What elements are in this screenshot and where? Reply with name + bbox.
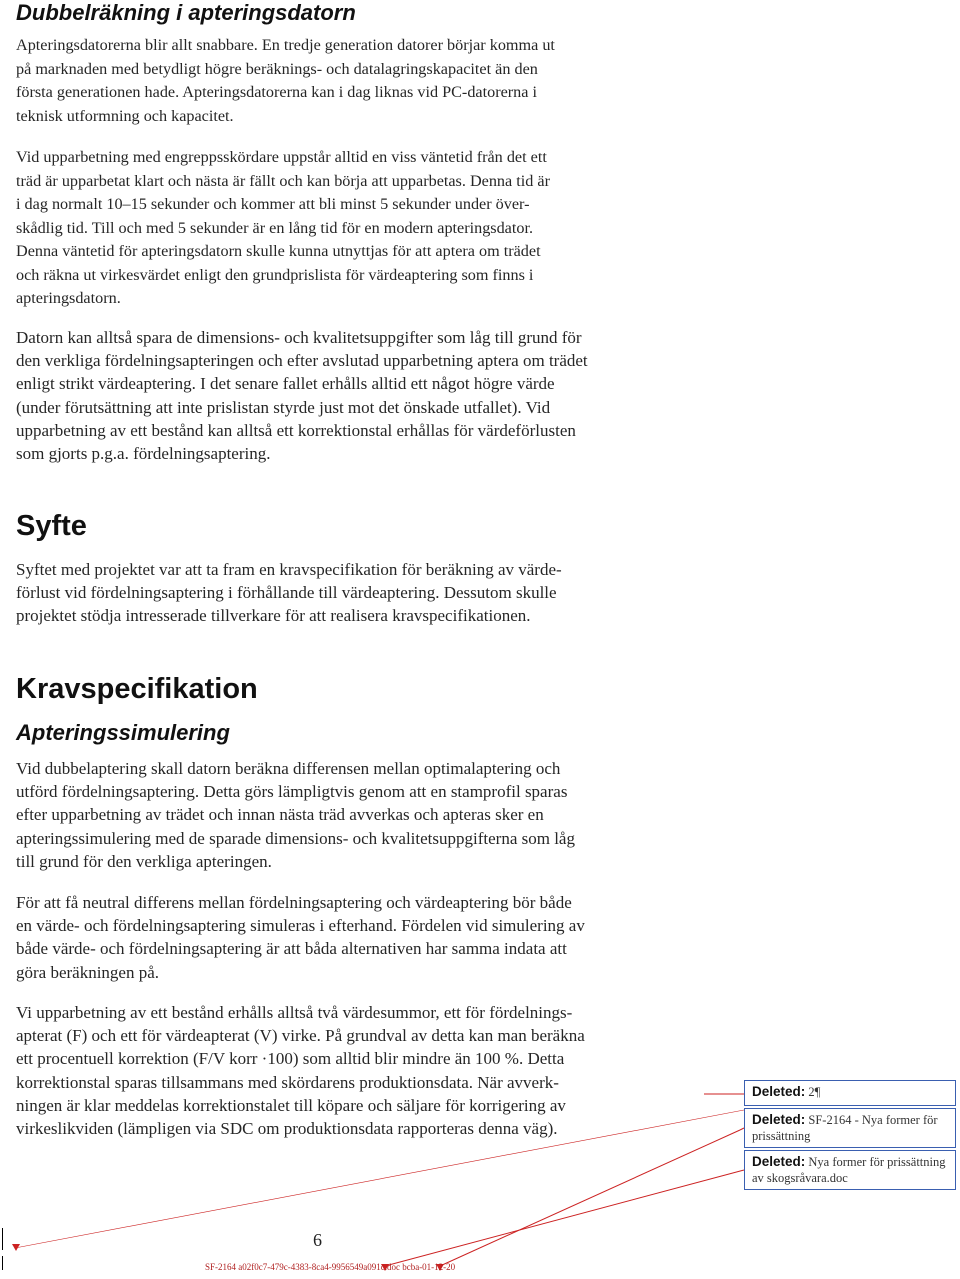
text-line: och räkna ut virkesvärdet enligt den grundprislista för värdeaptering som finns i	[16, 265, 534, 284]
text-line: på marknaden med betydligt högre beräknings- och datalagringskapacitet än den	[16, 59, 538, 78]
text-line: Vid upparbetning med engreppsskördare uppstår alltid en viss väntetid från det ett	[16, 148, 547, 166]
text-line: en värde- och fördelningsaptering simuleras i efterhand. Fördelen vid simulering av	[16, 916, 585, 936]
comment-text: Nya former för prissättning av skogsråvara.doc	[752, 1155, 946, 1185]
text-line: upparbetning av ett bestånd kan alltså ett korrektionstal erhållas för värdeförlusten	[16, 420, 576, 440]
text-line: första generationen hade. Apteringsdatorerna kan i dag liknas vid PC-datorerna i	[16, 83, 537, 101]
page-footer: SF-2164 a02f0c7-479c-4383-8ca4-9956549a091c.doc bcba-01-12-20	[205, 1262, 456, 1272]
revision-comment[interactable]	[744, 1080, 956, 1106]
text-line: göra beräkningen på.	[16, 962, 160, 982]
text-line: apteringssimulering med de sparade dimensions- och kvalitetsuppgifterna som låg	[16, 828, 575, 848]
text-line: ningen är klar meddelas korrektionstalet till köpare och säljare för korrigering av	[16, 1095, 566, 1115]
comment-text: 2¶	[808, 1085, 821, 1099]
text-line: Vid dubbelaptering skall datorn beräkna differensen mellan optimalaptering och	[16, 759, 561, 778]
comment-label: Deleted:	[752, 1112, 806, 1127]
text-line: Apteringsdatorerna blir allt snabbare. En tredje generation datorer börjar komma ut	[16, 36, 555, 54]
text-line: enligt strikt värdeaptering. I det senare fallet erhålls alltid ett något högre värde	[16, 374, 555, 394]
text-line: förlust vid fördelningsaptering i förhållande till värdeaptering. Dessutom skulle	[16, 583, 557, 603]
connector-line	[15, 1110, 744, 1248]
section-heading-dubbelrakning: Dubbelräkning i apteringsdatorn	[16, 0, 356, 25]
section-heading-syfte: Syfte	[16, 510, 87, 542]
text-line: teknisk utformning och kapacitet.	[16, 106, 234, 125]
revision-comment[interactable]	[744, 1150, 956, 1190]
text-line: Vi upparbetning av ett bestånd erhålls alltså två värdesummor, ett för fördelnings-	[16, 1003, 573, 1022]
text-line: Syftet med projektet var att ta fram en kravspecifikation för beräkning av värde-	[16, 560, 562, 579]
connector-line	[440, 1130, 740, 1266]
text-line: skådlig tid. Till och med 5 sekunder är en lång tid för en modern apteringsdator.	[16, 218, 534, 237]
text-line: som gjorts p.g.a. fördelningsaptering.	[16, 444, 271, 464]
revision-comment[interactable]	[744, 1108, 956, 1148]
text-line: Datorn kan alltså spara de dimensions- och kvalitetsuppgifter som låg till grund för	[16, 328, 582, 347]
text-line: För att få neutral differens mellan fördelningsaptering och värdeaptering bör både	[16, 893, 572, 912]
comment-text: SF-2164 - Nya former för prissättning	[752, 1113, 938, 1143]
text-line: Denna väntetid för apteringsdatorn skulle kunna utnyttjas för att aptera om trädet	[16, 242, 541, 260]
subsection-heading-apteringssimulering: Apteringssimulering	[16, 720, 230, 745]
connector-line	[385, 1170, 744, 1266]
text-line: den verkliga fördelningsapteringen och efter avslutad upparbetning aptera om trädet	[16, 351, 588, 371]
text-line: virkeslikviden (lämpligen via SDC om produktionsdata rapporteras denna väg).	[16, 1119, 558, 1139]
text-line: efter upparbetning av trädet och innan nästa träd avverkas och apteras sker en	[16, 805, 544, 825]
text-line: korrektionstal sparas tillsammans med skördarens produktionsdata. När avverk-	[16, 1072, 559, 1092]
text-line: utförd fördelningsaptering. Detta görs lämpligtvis genom att en stamprofil sparas	[16, 782, 568, 802]
text-line: både värde- och fördelningsaptering är att båda alternativen har samma indata att	[16, 939, 567, 959]
text-line: apteringsdatorn.	[16, 289, 121, 307]
text-line: projektet stödja intresserade tillverkare för att realisera kravspecifikationen.	[16, 606, 531, 626]
text-line: i dag normalt 10–15 sekunder och kommer att bli minst 5 sekunder under över-	[16, 195, 530, 213]
section-heading-kravspecifikation: Kravspecifikation	[16, 673, 258, 705]
comment-label: Deleted:	[752, 1154, 806, 1169]
change-bar	[2, 1228, 3, 1250]
text-line: (under förutsättning att inte prislistan styrde just mot det önskade utfallet). Vid	[16, 397, 551, 417]
text-line: ett procentuell korrektion (F/V korr ·100) som alltid blir mindre än 100 %. Detta	[16, 1049, 565, 1069]
comment-label: Deleted:	[752, 1084, 806, 1099]
change-bar	[2, 1256, 3, 1270]
text-line: till grund för den verkliga apteringen.	[16, 851, 272, 871]
text-line: träd är upparbetat klart och nästa är fällt och kan börja att upparbetas. Denna tid är	[16, 171, 550, 190]
text-line: apterat (F) och ett för värdeapterat (V) virke. På grundval av detta kan man beräkna	[16, 1026, 585, 1046]
page-number: 6	[313, 1230, 322, 1250]
